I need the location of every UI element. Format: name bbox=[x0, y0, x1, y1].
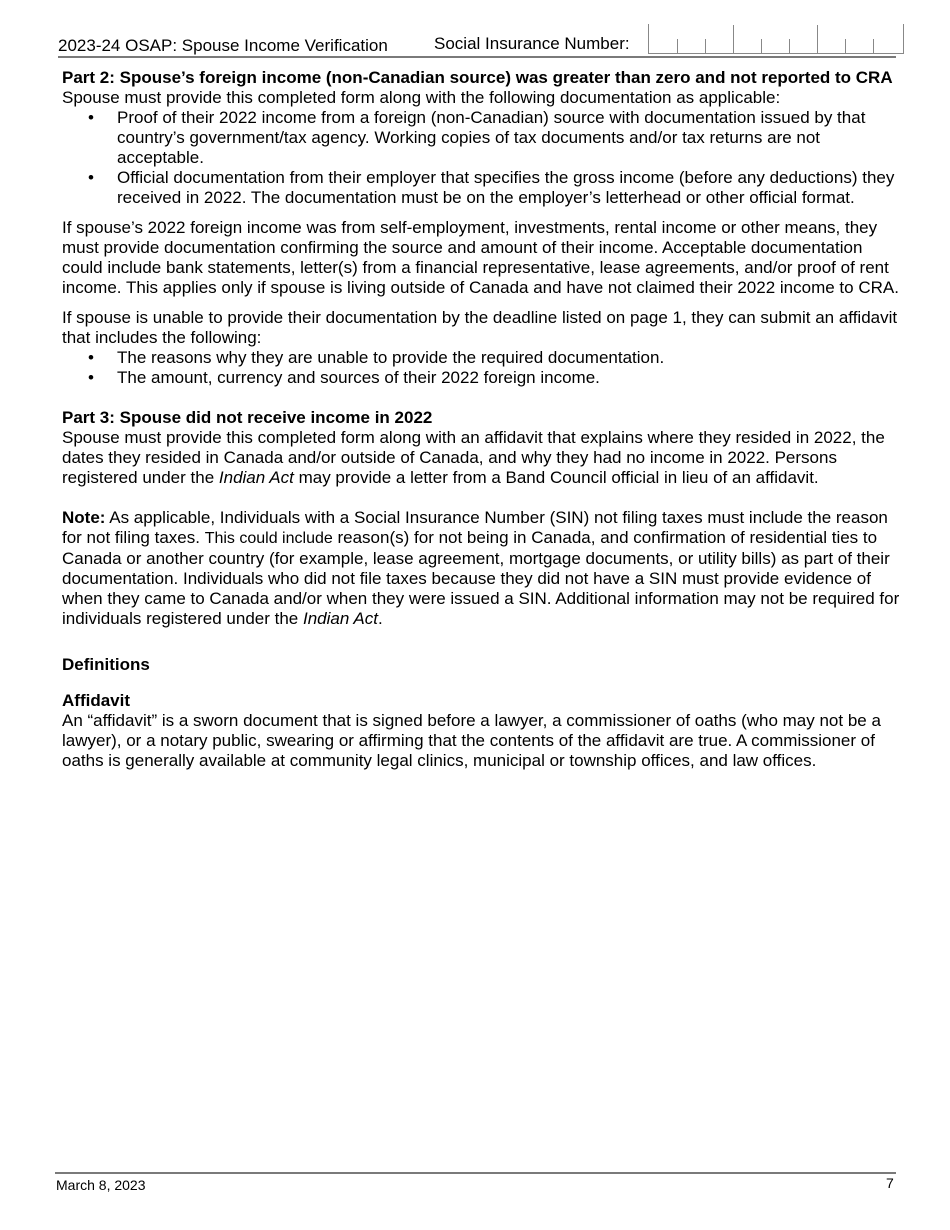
affidavit-list bbox=[62, 348, 904, 388]
form-title: 2023-24 OSAP: Spouse Income Verification bbox=[58, 36, 388, 55]
note-paragraph: Note: As applicable, Individuals with a Social Insurance Number (SIN) not filing taxes must include the reason for not filing taxes. This could include reason(s) for not being in Canada, and confirmation of residential ties to Canada or another country (for example, lease agreement, mortgage documents, or utility bills) as part of their documentation. Individuals who did not file taxes because they did not have a SIN must provide evidence of when they came to Canada and/or when they were issued a SIN. Additional information may not be required for individuals registered under the Indian Act. bbox=[62, 508, 900, 628]
list-item: • Proof of their 2022 income from a foreign (non-Canadian) source with documentation issued by that country’s government/tax agency. Working copies of tax documents and/or tax returns are not acceptable. bbox=[62, 108, 904, 168]
part2-heading: Part 2: Spouse’s foreign income (non-Canadian source) was greater than zero and not reported to CRA bbox=[62, 68, 893, 87]
indian-act-reference: Indian Act bbox=[218, 468, 294, 487]
page-body bbox=[62, 68, 904, 771]
page-number: 7 bbox=[886, 1175, 894, 1191]
page-header bbox=[58, 22, 904, 58]
footer-divider bbox=[55, 1172, 896, 1174]
self-employment-paragraph: If spouse’s 2022 foreign income was from self-employment, investments, rental income or other means, they must provide documentation confirming the source and amount of their income. Acceptable documentation could include bank statements, letter(s) from a financial representative, lease agreements, and/or proof of rent income. This applies only if spouse is living outside of Canada and have not claimed their 2022 income to CRA. bbox=[62, 218, 899, 297]
list-item: • The amount, currency and sources of their 2022 foreign income. bbox=[62, 368, 904, 388]
list-item: • Official documentation from their employer that specifies the gross income (before any deductions) they received in 2022. The documentation must be on the employer’s letterhead or other official format. bbox=[62, 168, 904, 208]
list-item: • The reasons why they are unable to provide the required documentation. bbox=[62, 348, 904, 368]
sin-input-boxes[interactable] bbox=[648, 24, 904, 54]
sin-label: Social Insurance Number: bbox=[434, 34, 630, 53]
affidavit-heading: Affidavit bbox=[62, 691, 130, 710]
definitions-heading: Definitions bbox=[62, 655, 150, 674]
note-label: Note: bbox=[62, 508, 106, 527]
part3-heading: Part 3: Spouse did not receive income in 2022 bbox=[62, 408, 433, 427]
part2-doc-list bbox=[62, 108, 904, 208]
footer-date: March 8, 2023 bbox=[56, 1177, 146, 1193]
indian-act-reference: Indian Act bbox=[302, 609, 378, 628]
header-divider bbox=[58, 56, 896, 58]
affidavit-intro: If spouse is unable to provide their documentation by the deadline listed on page 1, they can submit an affidavit that includes the following: bbox=[62, 308, 898, 347]
part3-paragraph: Spouse must provide this completed form along with an affidavit that explains where they resided in 2022, the dates they resided in Canada and/or outside of Canada, and why they had no income in 2022. Persons registered under the Indian Act may provide a letter from a Band Council official in lieu of an affidavit. bbox=[62, 428, 885, 487]
affidavit-definition: An “affidavit” is a sworn document that is signed before a lawyer, a commissioner of oaths (who may not be a lawyer), or a notary public, swearing or affirming that the contents of the affidavit are true. A commissioner of oaths is generally available at community legal clinics, municipal or township offices, and law offices. bbox=[62, 711, 881, 770]
part2-intro: Spouse must provide this completed form along with the following documentation as applicable: bbox=[62, 88, 781, 107]
